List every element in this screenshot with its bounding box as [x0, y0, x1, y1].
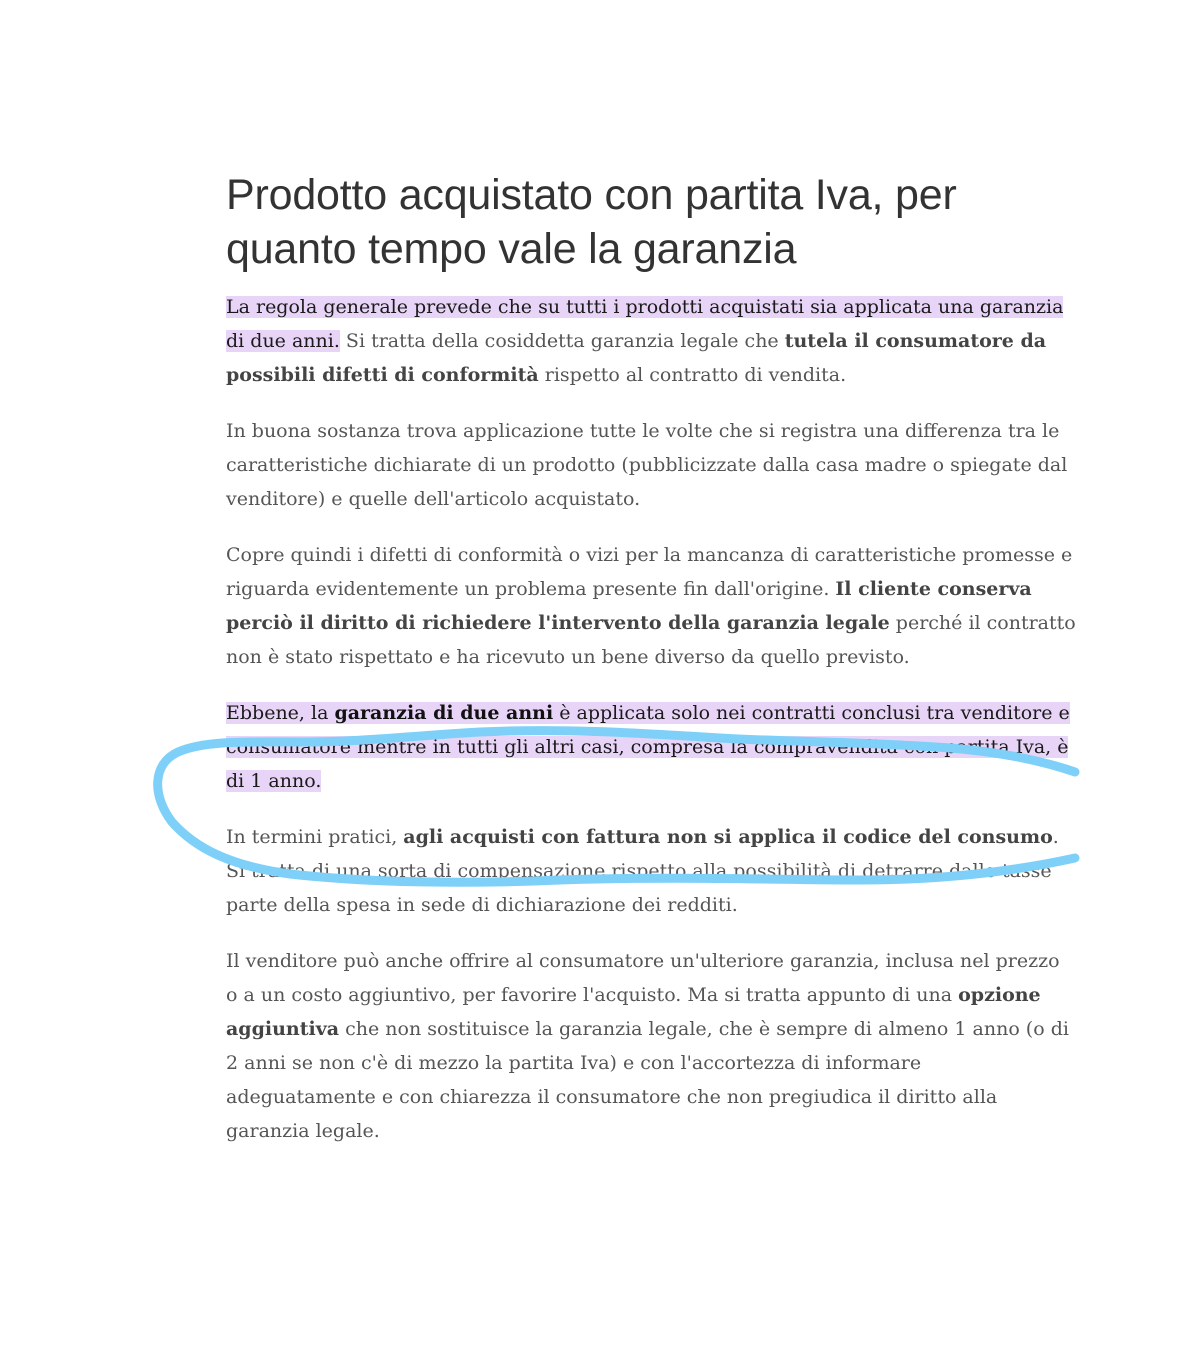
- text-run: In buona sostanza trova applicazione tutte le volte che si registra una differenza tra le caratteristiche dichiarate di un prodotto (pubblicizzate dalla casa madre o spiegate dal venditore) e quelle dell'articolo acquistato.: [226, 420, 1068, 510]
- bold-text: opzione aggiuntiva: [226, 984, 1041, 1040]
- paragraph-4-highlighted: [226, 696, 1076, 798]
- bold-text: garanzia di due anni: [334, 702, 554, 724]
- text-run: In termini pratici,: [226, 826, 404, 848]
- text-run: . Si tratta di una sorta di compensazione rispetto alla possibilità di detrarre dalle tasse parte della spesa in sede di dichiarazione dei redditi.: [226, 826, 1059, 916]
- text-run: che non sostituisce la garanzia legale, che è sempre di almeno 1 anno (o di 2 anni se non c'è di mezzo la partita Iva) e con l'accortezza di informare adeguatamente e con chiarezza il consumatore che non pregiudica il diritto alla garanzia legale.: [226, 1018, 1069, 1142]
- article: [226, 168, 1076, 1170]
- text-run: Copre quindi i difetti di conformità o vizi per la mancanza di caratteristiche promesse e riguarda evidentemente un problema presente fin dall'origine.: [226, 544, 1073, 600]
- bold-text: agli acquisti con fattura non si applica il codice del consumo: [403, 826, 1053, 848]
- paragraph-6: [226, 944, 1076, 1148]
- highlighted-text: [226, 702, 1070, 792]
- text-run: rispetto al contratto di vendita.: [538, 364, 847, 386]
- paragraph-2: [226, 414, 1076, 516]
- article-title: Prodotto acquistato con partita Iva, per quanto tempo vale la garanzia: [226, 171, 957, 273]
- text-run: Ebbene, la: [226, 702, 335, 724]
- paragraph-5: [226, 820, 1076, 922]
- text-run: Il venditore può anche offrire al consumatore un'ulteriore garanzia, inclusa nel prezzo o a un costo aggiuntivo, per favorire l'acquisto. Ma si tratta appunto di una: [226, 950, 1060, 1006]
- text-run: è applicata solo nei contratti conclusi tra venditore e consumatore mentre in tutti gli altri casi, compresa la compravendita con partita Iva, è di 1 anno.: [226, 702, 1070, 792]
- text-run: perché il contratto non è stato rispettato e ha ricevuto un bene diverso da quello previsto.: [226, 612, 1076, 668]
- highlighted-text: La regola generale prevede che su tutti i prodotti acquistati sia applicata una garanzia di due anni.: [226, 296, 1064, 352]
- paragraph-3: [226, 538, 1076, 674]
- bold-text: Il cliente conserva perciò il diritto di richiedere l'intervento della garanzia legale: [226, 578, 1032, 634]
- text-run: Si tratta della cosiddetta garanzia legale che: [339, 330, 785, 352]
- bold-text: tutela il consumatore da possibili difetti di conformità: [226, 330, 1047, 386]
- paragraph-1: [226, 290, 1076, 392]
